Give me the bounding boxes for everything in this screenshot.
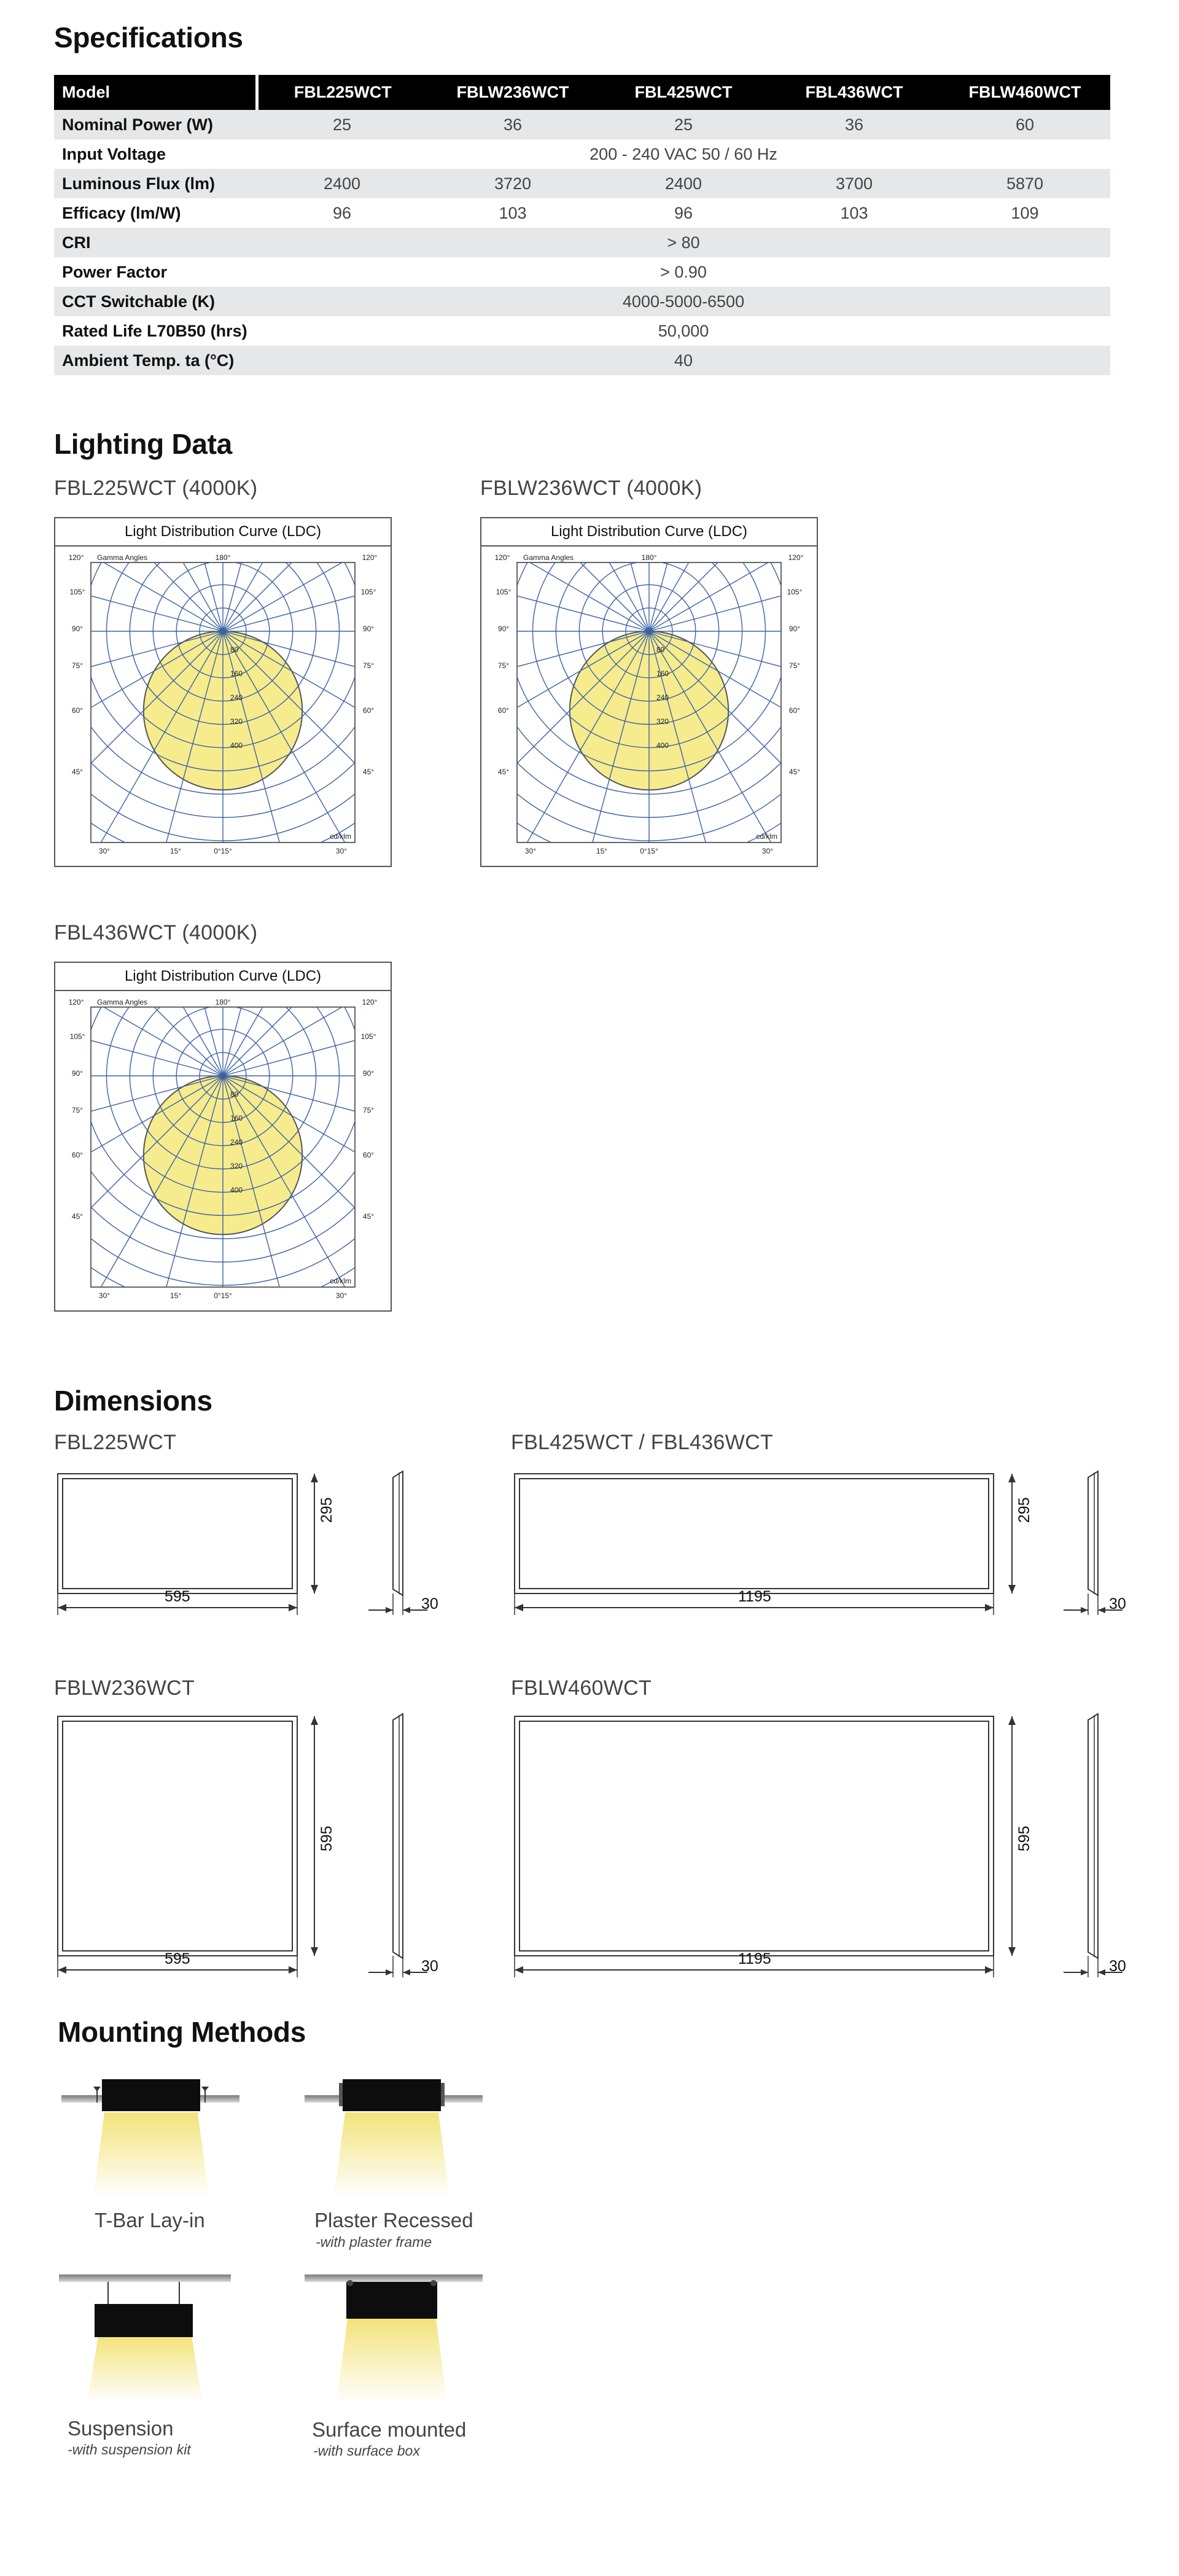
dimension-caption: FBL225WCT xyxy=(54,1431,177,1454)
panel-dimension-drawing xyxy=(511,1468,1131,1627)
mounting-label: T-Bar Lay-in xyxy=(95,2209,205,2232)
ldc-angle-label: 105° xyxy=(496,588,512,596)
column-header: FBL225WCT xyxy=(257,75,427,110)
table-cell: 3720 xyxy=(427,169,598,198)
mounting-note: -with plaster frame xyxy=(316,2234,432,2250)
mounting-methods-heading: Mounting Methods xyxy=(58,2016,306,2048)
column-header: FBL436WCT xyxy=(769,75,940,110)
surface-mounting-illustration xyxy=(305,2274,489,2403)
table-row xyxy=(54,316,1110,346)
ldc-angle-label: 30° xyxy=(761,847,774,855)
ldc-angle-label: 60° xyxy=(497,706,510,715)
table-cell: 103 xyxy=(499,203,527,222)
row-label: Ambient Temp. ta (°C) xyxy=(54,346,257,375)
ldc-angle-label: 105° xyxy=(787,588,803,596)
table-cell: 96 xyxy=(674,203,693,222)
ldc-angle-label: 120° xyxy=(362,998,378,1006)
table-cell: 103 xyxy=(840,203,868,222)
ldc-angle-label: 60° xyxy=(71,706,84,715)
suspension-mounting-illustration xyxy=(59,2274,243,2403)
column-header: FBL425WCT xyxy=(598,75,769,110)
ldc-angle-label: 180° xyxy=(215,998,231,1006)
ldc-angle-label: 75° xyxy=(497,661,510,670)
ldc-units-label: cd/klm xyxy=(330,1277,351,1285)
table-cell: 40 xyxy=(257,346,1110,375)
ldc-ring-label: 80 xyxy=(230,1090,239,1099)
ldc-ring-label: 400 xyxy=(230,741,243,750)
ldc-angle-label: 45° xyxy=(788,768,801,776)
ldc-chart xyxy=(54,517,392,867)
table-cell: 200 - 240 VAC 50 / 60 Hz xyxy=(590,144,777,163)
table-cell: 36 xyxy=(769,110,940,139)
tbar-mounting-illustration xyxy=(61,2074,246,2197)
plaster-mounting-illustration xyxy=(305,2074,489,2197)
table-cell: 5870 xyxy=(940,169,1110,198)
ldc-angle-label: 45° xyxy=(497,768,510,776)
ldc-angle-label: 105° xyxy=(69,588,85,596)
lighting-data-heading: Lighting Data xyxy=(54,428,232,460)
ldc-angle-label: 60° xyxy=(362,706,375,715)
row-label: Input Voltage xyxy=(62,144,166,163)
panel-dimension-drawing xyxy=(54,1468,484,1627)
row-label: Nominal Power (W) xyxy=(54,110,257,139)
column-header: FBLW460WCT xyxy=(940,75,1110,110)
ldc-angle-label: 0°15° xyxy=(214,1291,232,1300)
table-cell: 96 xyxy=(332,203,352,222)
ldc-caption: FBLW236WCT (4000K) xyxy=(480,477,702,500)
depth-label: 30 xyxy=(421,1958,438,1975)
ldc-units-label: cd/klm xyxy=(756,832,777,841)
width-label: 595 xyxy=(165,1950,190,1967)
ldc-ring-label: 80 xyxy=(656,645,665,655)
ldc-angle-label: 45° xyxy=(71,768,84,776)
ldc-title: Light Distribution Curve (LDC) xyxy=(481,518,817,547)
ldc-angle-label: 105° xyxy=(360,588,376,596)
ldc-angle-label: 0°15° xyxy=(640,847,658,855)
ldc-angle-label: 120° xyxy=(68,553,84,562)
column-header: Model xyxy=(54,75,257,110)
ldc-ring-label: 80 xyxy=(230,645,239,655)
row-label: CRI xyxy=(54,228,257,257)
dimension-caption: FBLW460WCT xyxy=(511,1676,652,1700)
table-cell: > 0.90 xyxy=(660,262,707,281)
table-row xyxy=(54,169,1110,198)
ldc-angle-label: 120° xyxy=(788,553,804,562)
ldc-angle-label: 45° xyxy=(362,1212,375,1221)
ldc-chart xyxy=(54,962,392,1312)
mounting-label: Suspension xyxy=(68,2417,174,2440)
table-cell: 4000-5000-6500 xyxy=(257,287,1110,316)
ldc-angle-label: 75° xyxy=(362,661,375,670)
ldc-ring-label: 320 xyxy=(230,717,243,726)
ldc-angle-label: 90° xyxy=(497,625,510,633)
ldc-polar-diagram xyxy=(55,547,391,866)
column-header: FBLW236WCT xyxy=(427,75,598,110)
ldc-units-label: cd/klm xyxy=(330,832,351,841)
table-cell: 36 xyxy=(427,110,598,139)
table-cell: 2400 xyxy=(598,169,769,198)
height-label: 595 xyxy=(318,1826,335,1851)
ldc-caption: FBL436WCT (4000K) xyxy=(54,921,258,944)
ldc-angle-label: 120° xyxy=(68,998,84,1006)
ldc-ring-label: 240 xyxy=(230,693,243,702)
ldc-angle-label: 105° xyxy=(360,1032,376,1041)
width-label: 1195 xyxy=(738,1588,771,1605)
table-row xyxy=(54,346,1110,375)
width-label: 1195 xyxy=(738,1950,771,1967)
mounting-note: -with suspension kit xyxy=(68,2442,191,2457)
table-cell: 109 xyxy=(1011,203,1039,222)
ldc-angle-label: 180° xyxy=(641,553,657,562)
ldc-angle-label: 90° xyxy=(71,625,84,633)
ldc-angle-label: 45° xyxy=(71,1212,84,1221)
table-cell: > 80 xyxy=(257,228,1110,257)
ldc-gamma-label: Gamma Angles xyxy=(97,553,148,562)
ldc-ring-label: 160 xyxy=(230,669,243,679)
height-label: 295 xyxy=(318,1497,335,1523)
ldc-angle-label: 90° xyxy=(362,1069,375,1078)
table-cell: 25 xyxy=(257,110,427,139)
mounting-label: Surface mounted xyxy=(312,2418,467,2441)
mounting-note: -with surface box xyxy=(313,2443,420,2459)
ldc-angle-label: 30° xyxy=(335,847,348,855)
dimension-caption: FBL425WCT / FBL436WCT xyxy=(511,1431,774,1454)
depth-label: 30 xyxy=(1109,1595,1126,1613)
ldc-title: Light Distribution Curve (LDC) xyxy=(55,963,391,991)
panel-dimension-drawing xyxy=(54,1710,484,1986)
ldc-angle-label: 75° xyxy=(71,1106,84,1115)
table-cell: 60 xyxy=(940,110,1110,139)
ldc-angle-label: 15° xyxy=(596,847,608,855)
row-label: Efficacy (lm/W) xyxy=(62,203,181,222)
ldc-angle-label: 15° xyxy=(169,1291,182,1300)
depth-label: 30 xyxy=(421,1595,438,1613)
ldc-angle-label: 180° xyxy=(215,553,231,562)
ldc-angle-label: 30° xyxy=(335,1291,348,1300)
ldc-ring-label: 240 xyxy=(230,1137,243,1146)
table-row xyxy=(54,228,1110,257)
ldc-angle-label: 60° xyxy=(788,706,801,715)
ldc-angle-label: 75° xyxy=(788,661,801,670)
ldc-caption: FBL225WCT (4000K) xyxy=(54,477,258,500)
table-row xyxy=(54,257,1110,287)
ldc-angle-label: 105° xyxy=(69,1032,85,1041)
ldc-angle-label: 90° xyxy=(362,625,375,633)
ldc-angle-label: 60° xyxy=(362,1151,375,1159)
width-label: 595 xyxy=(165,1588,190,1605)
height-label: 595 xyxy=(1016,1826,1033,1851)
ldc-angle-label: 120° xyxy=(494,553,510,562)
ldc-angle-label: 120° xyxy=(362,553,378,562)
ldc-ring-label: 320 xyxy=(656,717,669,726)
ldc-angle-label: 30° xyxy=(524,847,537,855)
table-row xyxy=(54,139,1110,169)
ldc-angle-label: 0°15° xyxy=(214,847,232,855)
depth-label: 30 xyxy=(1109,1958,1126,1975)
dimension-caption: FBLW236WCT xyxy=(54,1676,195,1700)
mounting-label: Plaster Recessed xyxy=(314,2209,473,2232)
ldc-gamma-label: Gamma Angles xyxy=(97,998,148,1006)
ldc-ring-label: 240 xyxy=(656,693,669,702)
table-cell: 25 xyxy=(598,110,769,139)
ldc-angle-label: 90° xyxy=(71,1069,84,1078)
ldc-polar-diagram xyxy=(481,547,817,866)
height-label: 295 xyxy=(1016,1497,1033,1523)
ldc-angle-label: 60° xyxy=(71,1151,84,1159)
ldc-ring-label: 160 xyxy=(656,669,669,679)
ldc-ring-label: 320 xyxy=(230,1161,243,1170)
ldc-angle-label: 75° xyxy=(362,1106,375,1115)
table-row xyxy=(54,287,1110,316)
ldc-polar-diagram xyxy=(55,991,391,1310)
table-cell: 3700 xyxy=(769,169,940,198)
row-label: Power Factor xyxy=(62,262,168,281)
row-label: Luminous Flux (lm) xyxy=(54,169,257,198)
row-label: CCT Switchable (K) xyxy=(54,287,257,316)
ldc-angle-label: 15° xyxy=(169,847,182,855)
ldc-ring-label: 400 xyxy=(230,1185,243,1194)
specifications-table xyxy=(54,75,1110,375)
ldc-chart xyxy=(480,517,818,867)
table-row xyxy=(54,198,1110,228)
ldc-gamma-label: Gamma Angles xyxy=(523,553,574,562)
ldc-angle-label: 30° xyxy=(98,847,111,855)
ldc-angle-label: 45° xyxy=(362,768,375,776)
table-cell: 50,000 xyxy=(658,321,709,340)
ldc-title: Light Distribution Curve (LDC) xyxy=(55,518,391,547)
row-label: Rated Life L70B50 (hrs) xyxy=(62,321,247,340)
specifications-heading: Specifications xyxy=(54,21,243,53)
table-header-row xyxy=(54,75,1110,110)
ldc-angle-label: 90° xyxy=(788,625,801,633)
table-row xyxy=(54,110,1110,139)
table-cell: 2400 xyxy=(257,169,427,198)
ldc-angle-label: 75° xyxy=(71,661,84,670)
dimensions-heading: Dimensions xyxy=(54,1385,212,1417)
panel-dimension-drawing xyxy=(511,1710,1131,1986)
ldc-angle-label: 30° xyxy=(98,1291,111,1300)
ldc-ring-label: 400 xyxy=(656,741,669,750)
ldc-ring-label: 160 xyxy=(230,1114,243,1123)
